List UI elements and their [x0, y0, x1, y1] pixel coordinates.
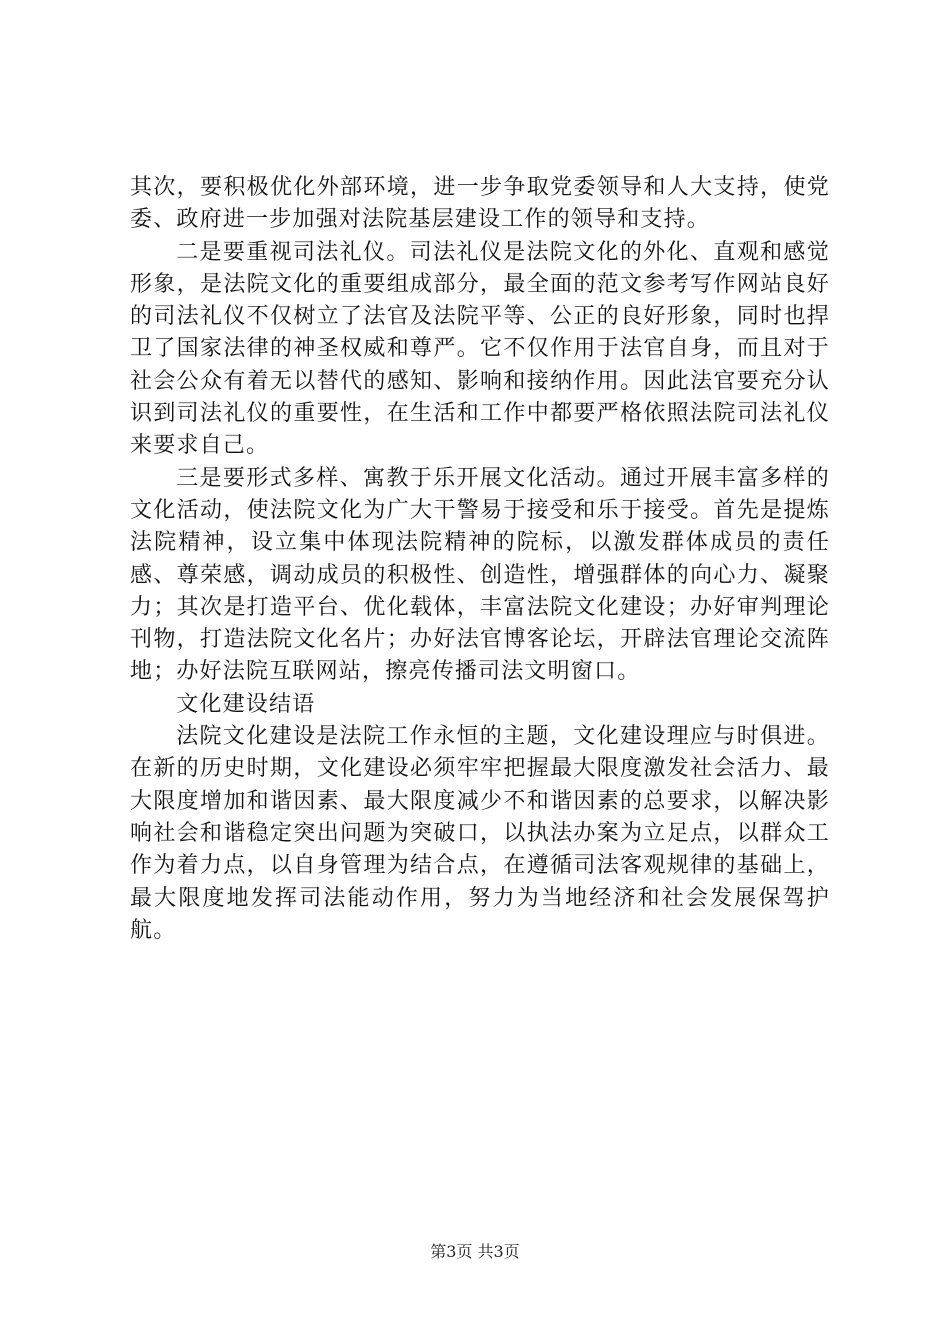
paragraph-external-environment: 其次，要积极优化外部环境，进一步争取党委领导和人大支持，使党委、政府进一步加强对法院基层建设工作的领导和支持。: [130, 175, 830, 233]
paragraph-cultural-activities: 三是要形式多样、寓教于乐开展文化活动。通过开展丰富多样的文化活动，使法院文化为广大干警易于接受和乐于接受。首先是提炼法院精神，设立集中体现法院精神的院标，以激发群体成员的责任感、尊荣感，调动成员的积极性、创造性，增强群体的向心力、凝聚力；其次是打造平台、优化载体，丰富法院文化建设；办好审判理论刊物，打造法院文化名片；办好法官博客论坛，开辟法官理论交流阵地；办好法院互联网站，擦亮传播司法文明窗口。: [130, 465, 830, 685]
paragraph-judicial-etiquette: 二是要重视司法礼仪。司法礼仪是法院文化的外化、直观和感觉形象，是法院文化的重要组成部分，最全面的范文参考写作网站良好的司法礼仪不仅树立了法官及法院平等、公正的良好形象，同时也捍卫了国家法律的神圣权威和尊严。它不仅作用于法官自身，而且对于社会公众有着无以替代的感知、影响和接纳作用。因此法官要充分认识到司法礼仪的重要性，在生活和工作中都要严格依照法院司法礼仪来要求自己。: [130, 239, 830, 459]
document-body: [130, 172, 830, 947]
paragraph-conclusion: 法院文化建设是法院工作永恒的主题，文化建设理应与时俱进。在新的历史时期，文化建设必须牢牢把握最大限度激发社会活力、最大限度增加和谐因素、最大限度减少不和谐因素的总要求，以解决影响社会和谐稳定突出问题为突破口，以执法办案为立足点，以群众工作为着力点，以自身管理为结合点，在遵循司法客观规律的基础上，最大限度地发挥司法能动作用，努力为当地经济和社会发展保驾护航。: [130, 724, 830, 943]
section-heading-conclusion: 文化建设结语: [176, 691, 316, 717]
page-number-footer: 第3页 共3页: [430, 1242, 520, 1261]
